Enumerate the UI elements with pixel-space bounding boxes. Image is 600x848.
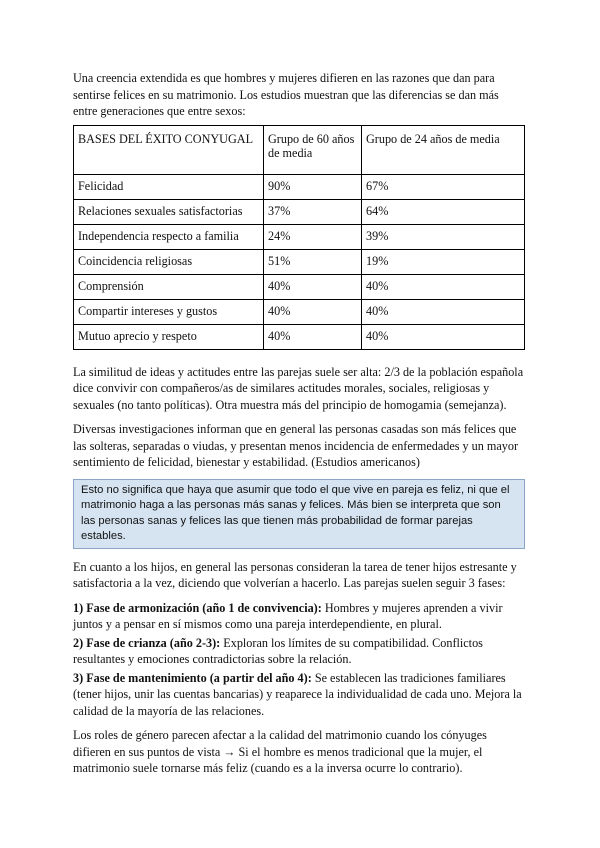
table-header-row (74, 125, 525, 174)
table-row (74, 249, 525, 274)
gender-roles-paragraph: Los roles de género parecen afectar a la calidad del matrimonio cuando los cónyuges difieren en sus puntos de vista → Si el hombre es menos tradicional que la mujer, el matrimonio suele tornarse más feliz (cuando es a la inversa ocurre lo contrario). (73, 728, 487, 775)
table-header-cell: Grupo de 60 años de media (264, 125, 362, 174)
table-cell: Relaciones sexuales satisfactorias (74, 199, 264, 224)
table-cell: 37% (264, 199, 362, 224)
table-cell: Felicidad (74, 174, 264, 199)
table-cell: 40% (264, 299, 362, 324)
table-cell: 40% (362, 299, 525, 324)
document-content (73, 70, 525, 785)
phase-text: Hombres y mujeres aprenden a vivir juntos y a pensar en sí mismos como una pareja interdependiente, en plural. (73, 600, 503, 631)
table-row (74, 299, 525, 324)
table-row (74, 324, 525, 349)
table-row (74, 224, 525, 249)
table-row (74, 174, 525, 199)
phase-title: 1) Fase de armonización (año 1 de convivencia): (73, 600, 322, 615)
table-cell: 40% (362, 324, 525, 349)
phase-title: 2) Fase de crianza (año 2-3): (73, 635, 221, 650)
table-cell: 19% (362, 249, 525, 274)
table-cell: Coincidencia religiosas (74, 249, 264, 274)
table-cell: Independencia respecto a familia (74, 224, 264, 249)
phase-item (73, 670, 525, 720)
success-bases-table (73, 125, 525, 350)
children-paragraph: En cuanto a los hijos, en general las personas consideran la tarea de tener hijos estresante y satisfactoria a la vez, diciendo que volverían a hacerlo. Las parejas suelen seguir 3 fases: (73, 559, 517, 590)
married-happiness-paragraph: Diversas investigaciones informan que en general las personas casadas son más felices que las solteras, separadas o viudas, y presentan menos incidencia de enfermedades y un mayor sentimiento de felicidad, bienestar y estabilidad. (Estudios americanos) (73, 422, 519, 469)
table-cell: 24% (264, 224, 362, 249)
table-cell: Comprensión (74, 274, 264, 299)
table-cell: 40% (264, 324, 362, 349)
highlighted-note: Esto no significa que haya que asumir que todo el que vive en pareja es feliz, ni que el matrimonio haga a las personas más sanas y felices. Más bien se interpreta que son las personas sanas y felices las que tienen más probabilidad de formar parejas estables. (73, 479, 525, 549)
table-cell: 40% (362, 274, 525, 299)
table-cell: Compartir intereses y gustos (74, 299, 264, 324)
table-header-cell: Grupo de 24 años de media (362, 125, 525, 174)
table-cell: Mutuo aprecio y respeto (74, 324, 264, 349)
table-cell: 90% (264, 174, 362, 199)
phase-item (73, 600, 525, 633)
intro-paragraph: Una creencia extendida es que hombres y mujeres difieren en las razones que dan para sentirse felices en su matrimonio. Los estudios muestran que las diferencias se dan más entre generaciones que entre sexos: (73, 71, 499, 118)
table-row (74, 274, 525, 299)
phase-item (73, 635, 525, 668)
phase-title: 3) Fase de mantenimiento (a partir del año 4): (73, 670, 312, 685)
table-header-cell: BASES DEL ÉXITO CONYUGAL (74, 125, 264, 174)
similarity-paragraph: La similitud de ideas y actitudes entre las parejas suele ser alta: 2/3 de la población española dice convivir con compañeros/as de similares actitudes morales, sociales, religiosas y sexuales (no tanto políticas). Otra muestra más del principio de homogamia (semejanza). (73, 364, 524, 412)
table-cell: 51% (264, 249, 362, 274)
table-cell: 64% (362, 199, 525, 224)
table-cell: 40% (264, 274, 362, 299)
phase-text: Se establecen las tradiciones familiares (tener hijos, unir las cuentas bancarias) y reaparece la individualidad de cada uno. Mejora la calidad de la mayoría de las relaciones. (73, 670, 522, 718)
table-row (74, 199, 525, 224)
table-cell: 39% (362, 224, 525, 249)
phase-text: Exploran los límites de su compatibilidad. Conflictos resultantes y emociones contradictorias sobre la relación. (73, 635, 483, 666)
table-cell: 67% (362, 174, 525, 199)
